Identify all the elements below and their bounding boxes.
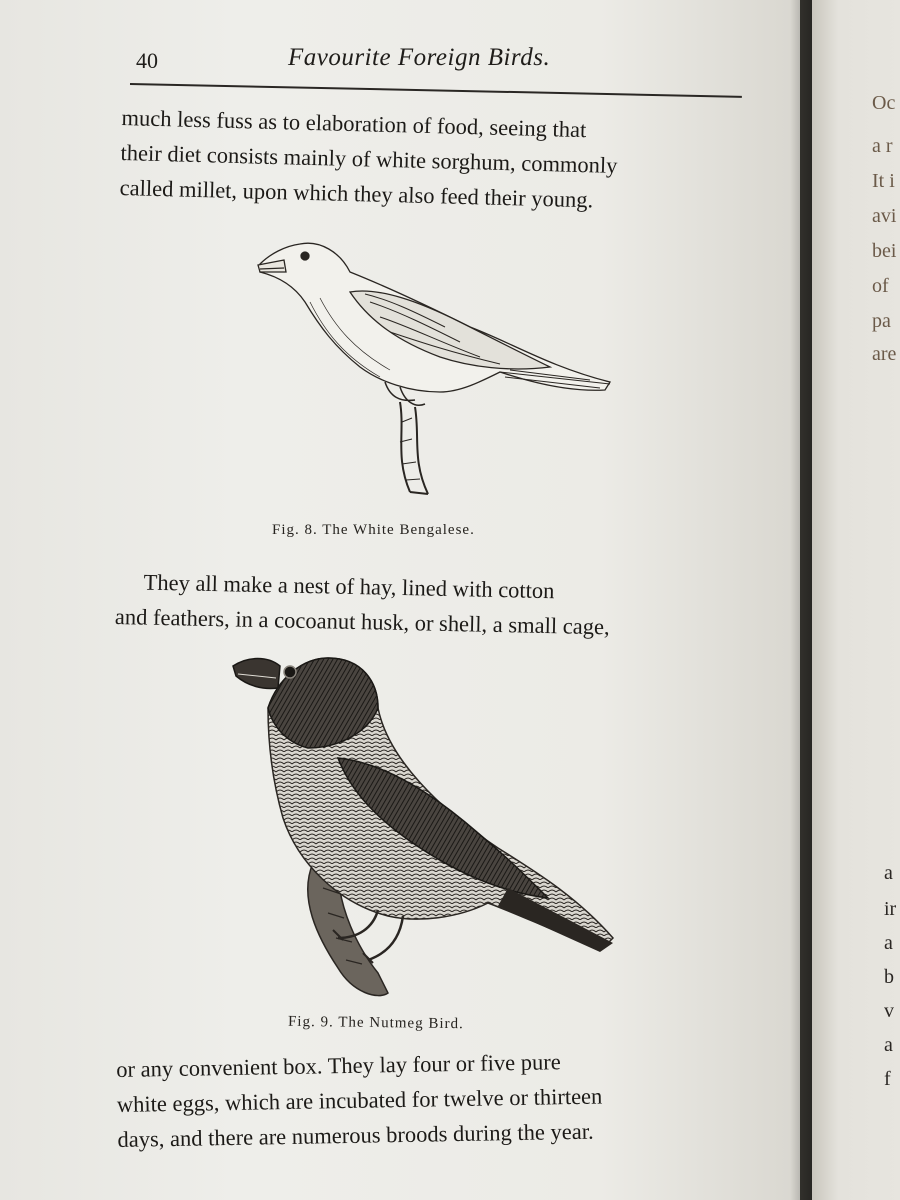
- figure-9-caption: Fig. 9. The Nutmeg Bird.: [287, 1013, 464, 1033]
- facing-text-fragment: v: [884, 1000, 894, 1022]
- nutmeg-bird-illustration: [228, 648, 628, 1008]
- show-through-text: [235, 408, 625, 438]
- facing-text-fragment: avi: [872, 205, 897, 227]
- facing-text-fragment: are: [872, 343, 897, 365]
- running-title: Favourite Foreign Birds.: [288, 44, 551, 71]
- paragraph-1: [119, 100, 619, 218]
- facing-text-fragment: pa: [872, 310, 891, 332]
- figure-8-caption: Fig. 8. The White Bengalese.: [272, 522, 475, 538]
- facing-text-fragment: a r: [872, 135, 893, 157]
- page-number: 40: [136, 48, 158, 73]
- text-line: and feathers, in a cocoanut husk, or shell, a small cage,: [114, 603, 610, 640]
- facing-text-fragment: ir: [884, 898, 897, 920]
- text-line: much less fuss as to elaboration of food, seeing that: [121, 104, 587, 143]
- facing-page-edge: [812, 0, 900, 1200]
- text-line: white eggs, which are incubated for twelve or thirteen: [116, 1083, 603, 1117]
- facing-text-fragment: It i: [872, 170, 895, 192]
- facing-text-fragment: a: [884, 1034, 893, 1056]
- text-line: or any convenient box. They lay four or five pure: [116, 1049, 561, 1082]
- text-line: their diet consists mainly of white sorghum, commonly: [120, 139, 618, 178]
- white-bengalese-illustration: [250, 232, 620, 502]
- facing-text-fragment: a: [884, 862, 893, 884]
- facing-text-fragment: Oc: [872, 92, 896, 114]
- facing-text-fragment: of: [872, 275, 889, 297]
- text-line: They all make a nest of hay, lined with cotton: [143, 569, 555, 604]
- paragraph-2: [115, 564, 611, 644]
- text-line: called millet, upon which they also feed their young.: [119, 174, 594, 213]
- facing-text-fragment: a: [884, 932, 893, 954]
- text-line: days, and there are numerous broods during the year.: [117, 1118, 594, 1152]
- header-rule: [130, 83, 742, 98]
- facing-text-fragment: b: [884, 966, 894, 988]
- facing-text-fragment: bei: [872, 240, 897, 262]
- paragraph-3: [116, 1044, 603, 1157]
- facing-text-fragment: f: [884, 1068, 891, 1090]
